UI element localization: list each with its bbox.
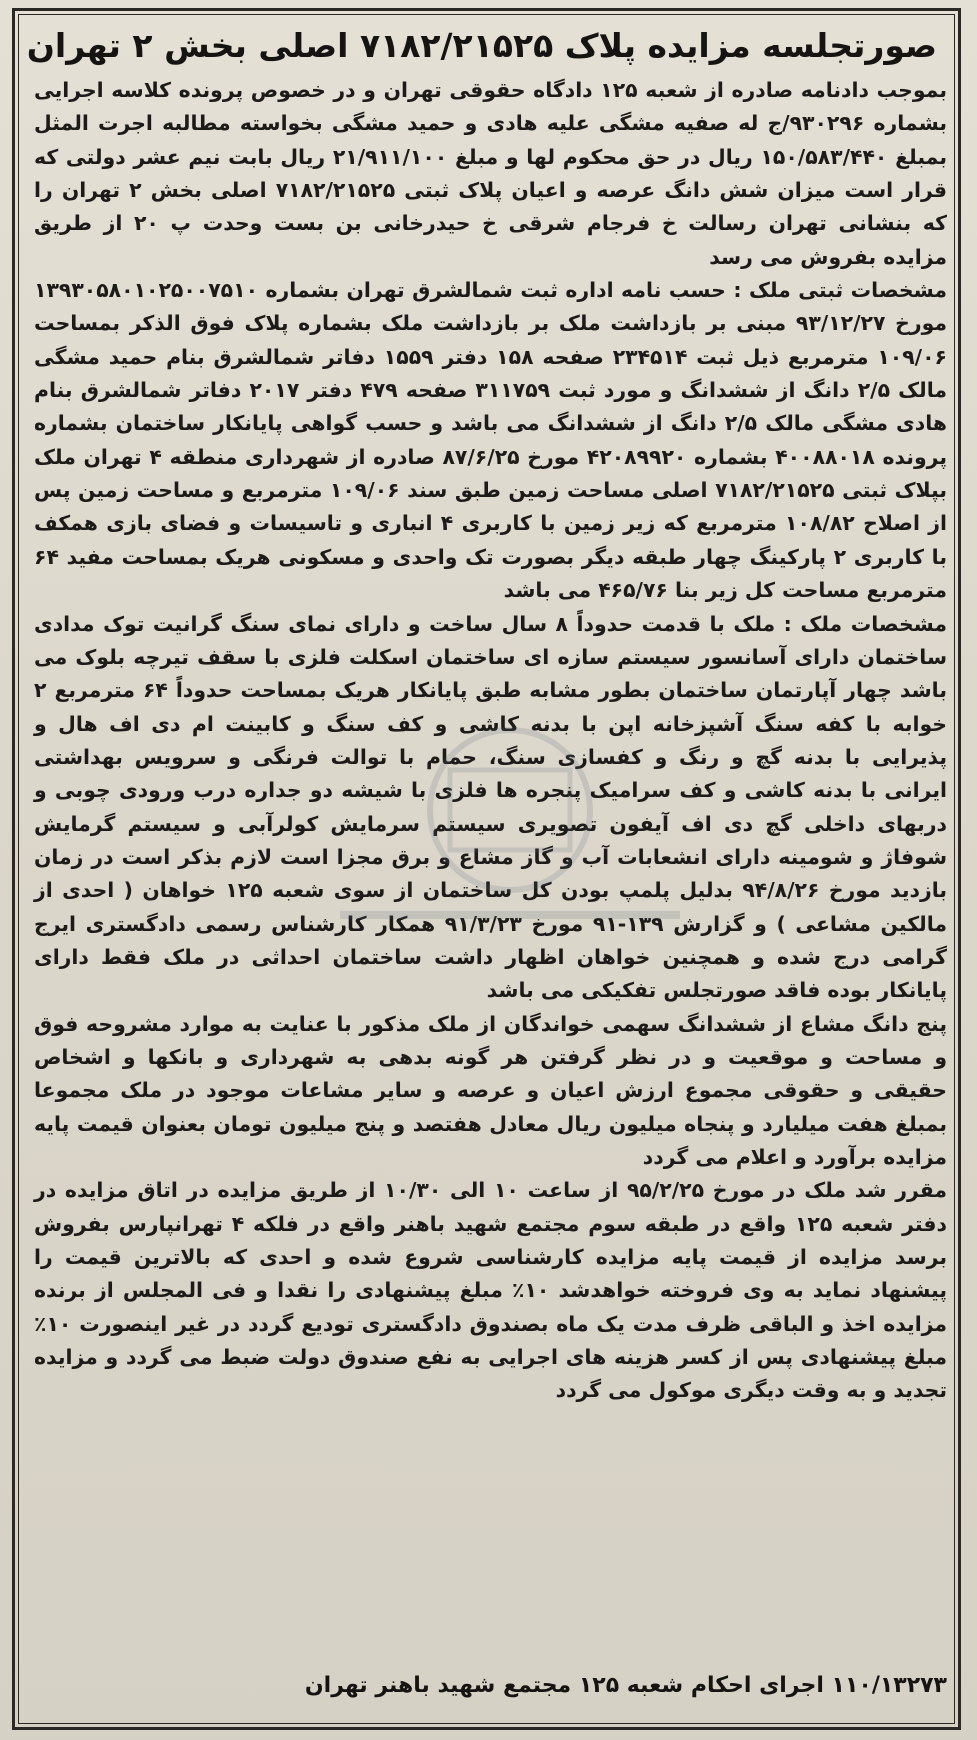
notice-body: [34, 74, 947, 1408]
notice-code: ۱۱۰/۱۳۲۷۳: [831, 1673, 947, 1698]
notice-issuer: اجرای احکام شعبه ۱۲۵ مجتمع شهید باهنر تهران: [304, 1673, 824, 1698]
notice-title: صورتجلسه مزایده پلاک ۷۱۸۲/۲۱۵۲۵ اصلی بخش ۲ تهران: [26, 26, 937, 65]
paragraph-verdict: بموجب دادنامه صادره از شعبه ۱۲۵ دادگاه حقوقی تهران و در خصوص پرونده کلاسه اجرایی بشماره ۹۳۰۲۹۶/ج له صفیه مشگی علیه هادی و حمید مشگی بخواسته مطالبه اجرت المثل بمبلغ ۱۵۰/۵۸۳/۴۴۰ ریال در حق محکوم لها و مبلغ ۲۱/۹۱۱/۱۰۰ ریال بابت نیم عشر دولتی که قرار است میزان شش دانگ عرصه و اعیان پلاک ثبتی ۷۱۸۲/۲۱۵۲۵ اصلی بخش ۲ تهران را که بنشانی تهران رسالت خ فرجام شرقی خ حیدرخانی بن بست وحدت پ ۲۰ از طریق مزایده بفروش می رسد: [34, 78, 948, 269]
paragraph-auction-terms: مقرر شد ملک در مورخ ۹۵/۲/۲۵ از ساعت ۱۰ الی ۱۰/۳۰ از طریق مزایده در اتاق مزایده در دفتر شعبه ۱۲۵ واقع در طبقه سوم مجتمع شهید باهنر واقع در فلکه ۴ تهرانپارس بفروش برسد مزایده از قیمت پایه مزایده کارشناسی شروع شده و احدی که بالاترین قیمت را پیشنهاد نماید به وی فروخته خواهدشد ۱۰٪ مبلغ پیشنهادی را نقدا و فی المجلس از برنده مزایده اخذ و الباقی ظرف مدت یک ماه بصندوق دادگستری تودیع گردد در غیر اینصورت ۱۰٪ مبلغ پیشنهادی پس از کسر هزینه های اجرایی به نفع صندوق دولت ضبط می گردد و مزایده تجدید و به وقت دیگری موکول می گردد: [34, 1178, 947, 1403]
paragraph-property-specs: مشخصات ملک : ملک با قدمت حدوداً ۸ سال ساخت و دارای نمای سنگ گرانیت توک مدادی ساختمان دارای آسانسور سیستم سازه ای ساختمان اسکلت فلزی با سقف تیرچه بلوک می باشد چهار آپارتمان ساختمان بطور مشابه طبق پایانکار هریک بمساحت حدوداً ۶۴ مترمربع ۲ خوابه با کفه سنگ آشپزخانه اپن با بدنه کاشی و کف سنگ و کابینت ام دی اف هال و پذیرایی با بدنه گچ و رنگ و کفسازی سنگ، حمام با توالت فرنگی و سرویس بهداشتی ایرانی با بدنه کاشی و کف سرامیک پنجره ها فلزی با شیشه دو جداره درب ورودی چوبی و دربهای داخلی گچ دی اف آیفون تصویری سیستم سرمایش کولرآبی و سیستم گرمایش شوفاژ و شومینه دارای انشعابات آب و گاز مشاع و برق مجزا است لازم بذکر است در زمان بازدید مورخ ۹۴/۸/۲۶ بدلیل پلمپ بودن کل ساختمان از سوی شعبه ۱۲۵ خواهان ( احدی از مالکین مشاعی ) و گزارش ۱۳۹-۹۱ مورخ ۹۱/۳/۲۳ همکار کارشناس رسمی دادگستری ایرج گرامی درج شده و همچنین خواهان اظهار داشت ساختمان احداثی در ملک فقط دارای پایانکار بوده فاقد صورتجلس تفکیکی می باشد: [34, 611, 948, 1003]
paragraph-registration-details: مشخصات ثبتی ملک : حسب نامه اداره ثبت شمالشرق تهران بشماره ۱۳۹۳۰۵۸۰۱۰۲۵۰۰۷۵۱۰ مورخ ۹۳/۱۲/۲۷ مبنی بر بازداشت ملک بر بازداشت ملک بشماره پلاک فوق الذکر بمساحت ۱۰۹/۰۶ مترمربع ذیل ثبت ۲۳۴۵۱۴ صفحه ۱۵۸ دفتر ۱۵۵۹ دفاتر شمالشرق بنام حمید مشگی مالک ۲/۵ دانگ از ششدانگ و مورد ثبت ۳۱۱۷۵۹ صفحه ۴۷۹ دفتر ۲۰۱۷ دفاتر شمالشرق بنام هادی مشگی مالک ۲/۵ دانگ از ششدانگ می باشد و حسب گواهی پایانکار ساختمان بشماره پرونده ۴۰۰۸۸۰۱۸ بشماره ۴۲۰۸۹۹۲۰ مورخ ۸۷/۶/۲۵ صادره از شهرداری منطقه ۴ تهران ملک بپلاک ثبتی ۷۱۸۲/۲۱۵۲۵ اصلی مساحت زمین طبق سند ۱۰۹/۰۶ مترمربع و مساحت زمین پس از اصلاح ۱۰۸/۸۲ مترمربع که زیر زمین با کاربری ۴ انباری و تاسیسات و فضای بازی همکف با کاربری ۲ پارکینگ چهار طبقه دیگر بصورت تک واحدی و مسکونی هریک بمساحت مفید ۶۴ مترمربع مساحت کل زیر بنا ۴۶۵/۷۶ می باشد: [34, 278, 948, 603]
notice-footer: [34, 1666, 947, 1706]
paragraph-valuation: پنج دانگ مشاع از ششدانگ سهمی خواندگان از ملک مذکور با عنایت به موارد مشروحه فوق و مساحت و موقعیت و در نظر گرفتن هر گونه بدهی به شهرداری و بانکها و اشخاص حقیقی و حقوقی مجموع ارزش اعیان و عرصه و سایر مشاعات موجود در ملک مجموعا بمبلغ هفت میلیارد و پنجاه میلیون ریال معادل هفتصد و پنج میلیون تومان بعنوان قیمت پایه مزایده برآورد و اعلام می گردد: [34, 1011, 947, 1169]
